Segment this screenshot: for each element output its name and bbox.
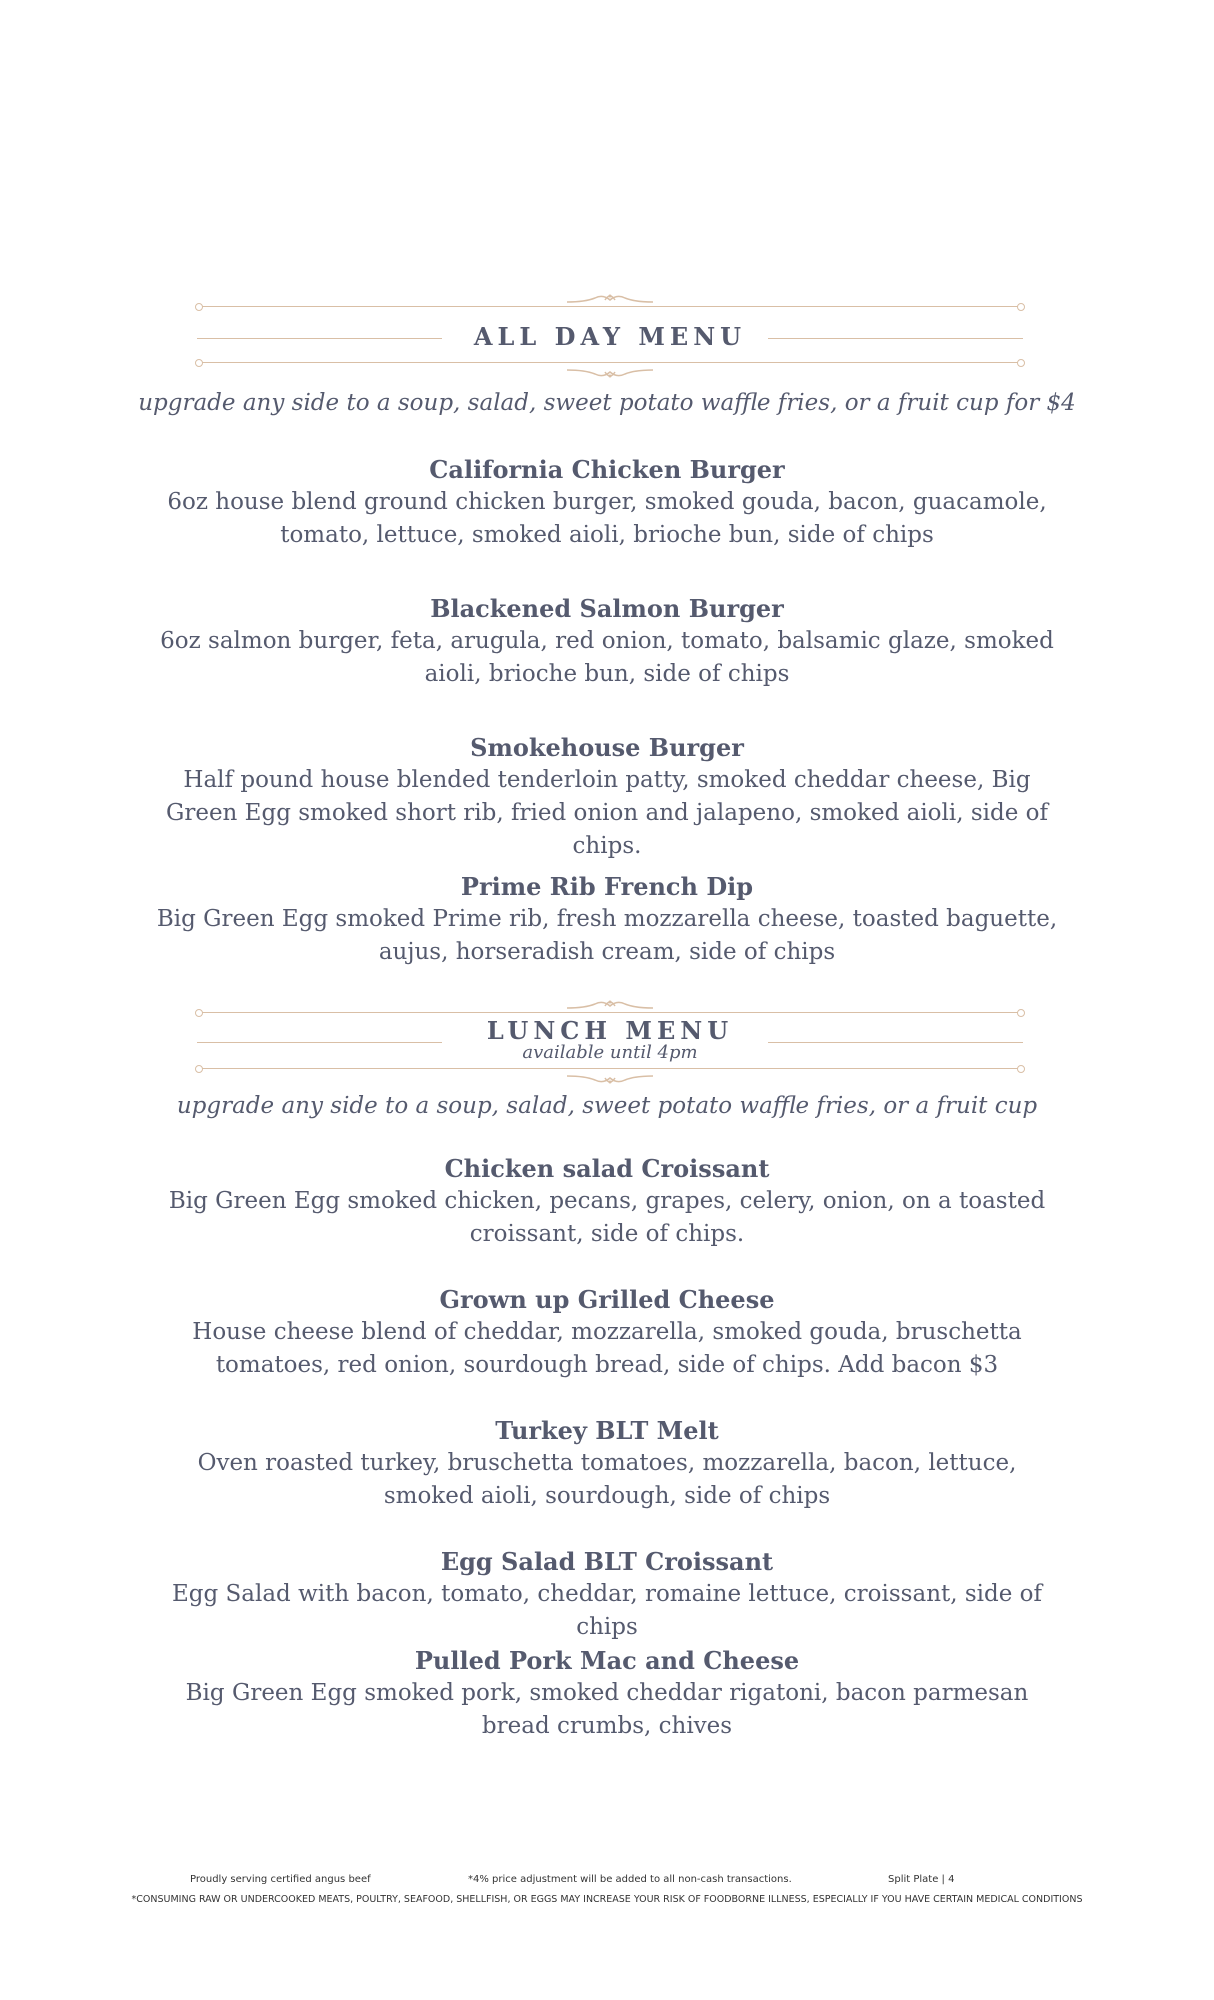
menu-item	[150, 454, 1064, 552]
item-name: Pulled Pork Mac and Cheese	[414, 1646, 800, 1675]
lunch-upgrade-note: upgrade any side to a soup, salad, sweet potato waffle fries, or a fruit cup	[176, 1093, 1038, 1119]
menu-item	[150, 1645, 1064, 1743]
footer-disclaimer: *CONSUMING RAW OR UNDERCOOKED MEATS, POULTRY, SEAFOOD, SHELLFISH, OR EGGS MAY INCREASE YOUR RISK OF FOODBORNE ILLNESS, ESPECIALLY IF YOU HAVE CERTAIN MEDICAL CONDITIONS	[131, 1894, 1083, 1905]
menu-item	[150, 1415, 1064, 1513]
all-day-menu-header	[195, 292, 1025, 392]
item-name: Chicken salad Croissant	[444, 1154, 770, 1183]
section-subtitle: available until 4pm	[522, 1042, 698, 1063]
footer-angus-note: Proudly serving certified angus beef	[190, 1874, 371, 1885]
item-name: Prime Rib French Dip	[460, 872, 754, 901]
item-description: Oven roasted turkey, bruschetta tomatoes, mozzarella, bacon, lettuce, smoked aioli, sourdough, side of chips	[197, 1450, 1017, 1509]
item-description: Big Green Egg smoked chicken, pecans, grapes, celery, onion, on a toasted croissant, side of chips.	[168, 1188, 1046, 1247]
footer-page-label: Split Plate | 4	[888, 1874, 955, 1885]
item-description: 6oz salmon burger, feta, arugula, red onion, tomato, balsamic glaze, smoked aioli, brioche bun, side of chips	[160, 628, 1054, 687]
menu-item	[150, 732, 1064, 863]
flourish-icon	[565, 364, 655, 382]
menu-item	[150, 1153, 1064, 1251]
item-name: Turkey BLT Melt	[495, 1416, 719, 1445]
flourish-icon	[565, 292, 655, 310]
item-description: Half pound house blended tenderloin patty, smoked cheddar cheese, Big Green Egg smoked short rib, fried onion and jalapeno, smoked aioli, side of chips.	[165, 767, 1049, 859]
menu-item	[150, 1284, 1064, 1382]
flourish-icon	[565, 998, 655, 1016]
flourish-icon	[565, 1070, 655, 1088]
ornament-top	[195, 998, 1025, 1018]
ornament-bottom	[195, 360, 1025, 380]
footer-price-note: *4% price adjustment will be added to all non-cash transactions.	[468, 1874, 792, 1885]
item-description: Big Green Egg smoked pork, smoked cheddar rigatoni, bacon parmesan bread crumbs, chives	[185, 1680, 1029, 1739]
item-name: Smokehouse Burger	[470, 733, 744, 762]
lunch-menu-header	[195, 998, 1025, 1098]
menu-item	[150, 871, 1064, 969]
item-name: Egg Salad BLT Croissant	[440, 1547, 774, 1576]
menu-item	[150, 1546, 1064, 1644]
ornament-top	[195, 292, 1025, 312]
item-description: 6oz house blend ground chicken burger, smoked gouda, bacon, guacamole, tomato, lettuce, smoked aioli, brioche bun, side of chips	[167, 489, 1047, 548]
item-description: Big Green Egg smoked Prime rib, fresh mozzarella cheese, toasted baguette, aujus, horseradish cream, side of chips	[156, 906, 1058, 965]
ornament-bottom	[195, 1066, 1025, 1086]
footer	[0, 1874, 1214, 1914]
item-description: House cheese blend of cheddar, mozzarella, smoked gouda, bruschetta tomatoes, red onion, sourdough bread, side of chips. Add bacon $3	[192, 1319, 1022, 1378]
item-name: Grown up Grilled Cheese	[439, 1285, 775, 1314]
section-title: ALL DAY MENU	[473, 322, 747, 351]
menu-item	[150, 593, 1064, 691]
all-day-upgrade-note: upgrade any side to a soup, salad, sweet potato waffle fries, or a fruit cup for $4	[138, 390, 1076, 416]
item-description: Egg Salad with bacon, tomato, cheddar, romaine lettuce, croissant, side of chips	[171, 1581, 1043, 1640]
item-name: Blackened Salmon Burger	[430, 594, 784, 623]
section-title: LUNCH MENU	[486, 1016, 734, 1045]
item-name: California Chicken Burger	[429, 455, 785, 484]
